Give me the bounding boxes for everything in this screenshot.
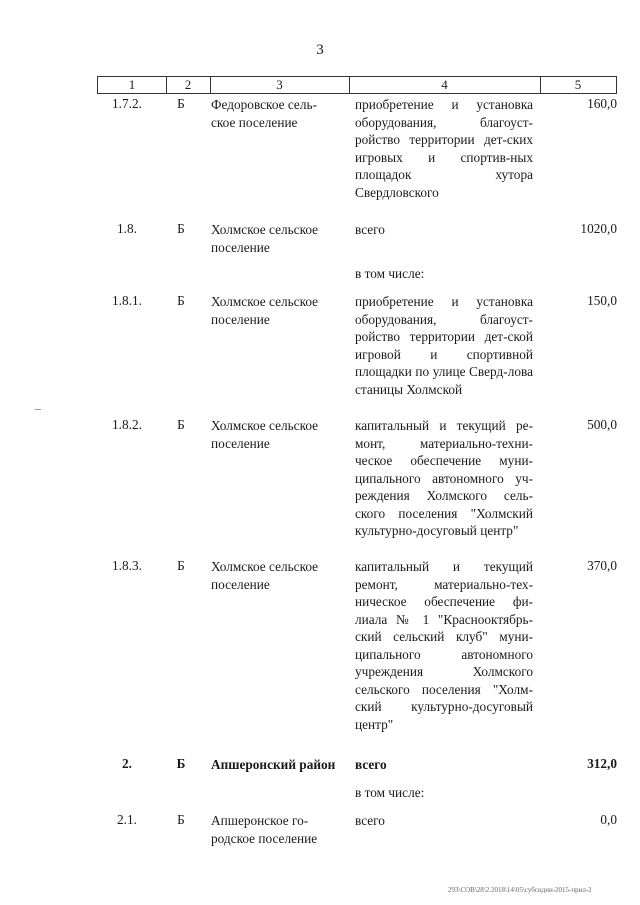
row-description: капитальный и текущий ре-монт, материально-техни-ческое обеспечение муни-ципального автономного уч-реждения Холмского сель-ского поселения "Холмский культурно-досуговый центр" (355, 418, 533, 538)
row-category: Б (177, 221, 185, 236)
footer-path: 293\СОВ\28\2.2018\14\05\субсидии-2015-прил-2 (448, 886, 592, 894)
row-number: 1.7.2. (112, 96, 142, 111)
row-amount: 0,0 (600, 812, 617, 827)
row-name: Апшеронский район (211, 757, 336, 772)
row-category: Б (177, 812, 185, 827)
row-description: капитальный и текущий ремонт, материально-тех-ническое обеспечение фи-лиала № 1 "Краснооктябрь-ский сельский клуб" муни-ципального автономного учреждения Холмского сельского поселения "Холм-ский культурно-досуговый центр" (355, 559, 533, 732)
row-description: всего (355, 813, 385, 828)
row-number: 2.1. (117, 812, 137, 827)
row-name: Холмское сельское поселение (211, 559, 319, 592)
row-description: приобретение и установка оборудования, благоуст-ройство территории дет-ской игровой и спортивной площадки по улице Сверд-лова станицы Холмской (355, 294, 533, 397)
row-amount: 160,0 (587, 96, 617, 111)
row-number: 2. (122, 756, 132, 771)
row-number: 1.8.2. (112, 417, 142, 432)
row-name: Апшеронское го-родское поселение (211, 813, 318, 846)
header-col-5: 5 (574, 77, 582, 92)
row-description: приобретение и установка оборудования, благоуст-ройство территории дет-ских игровых и спортив-ных площадок хутора Свердловского (355, 97, 533, 200)
row-name: Холмское сельское поселение (211, 418, 319, 451)
row-amount: 312,0 (587, 756, 617, 771)
row-category: Б (177, 96, 185, 111)
page-number: 3 (316, 42, 324, 58)
header-col-1: 1 (128, 77, 136, 92)
row-number: 1.8.1. (112, 293, 142, 308)
row-category: Б (177, 417, 185, 432)
table-header (97, 76, 617, 94)
row-category: Б (176, 756, 186, 771)
row-description: всего (355, 222, 385, 237)
row-description: всего (355, 757, 387, 772)
row-description: в том числе: (355, 785, 425, 800)
row-category: Б (177, 293, 185, 308)
header-col-4: 4 (441, 77, 448, 92)
header-col-2: 2 (184, 77, 192, 92)
row-amount: 150,0 (587, 293, 617, 308)
row-amount: 370,0 (587, 558, 617, 573)
row-number: 1.8.3. (112, 558, 142, 573)
header-col-3: 3 (276, 77, 283, 92)
row-amount: 1020,0 (580, 221, 617, 236)
row-amount: 500,0 (587, 417, 617, 432)
margin-mark (35, 409, 41, 410)
row-category: Б (177, 558, 185, 573)
row-name: Федоровское сель-ское поселение (211, 97, 317, 130)
row-description: в том числе: (355, 266, 425, 281)
row-name: Холмское сельское поселение (211, 294, 319, 327)
row-name: Холмское сельское поселение (211, 222, 319, 255)
row-number: 1.8. (117, 221, 137, 236)
